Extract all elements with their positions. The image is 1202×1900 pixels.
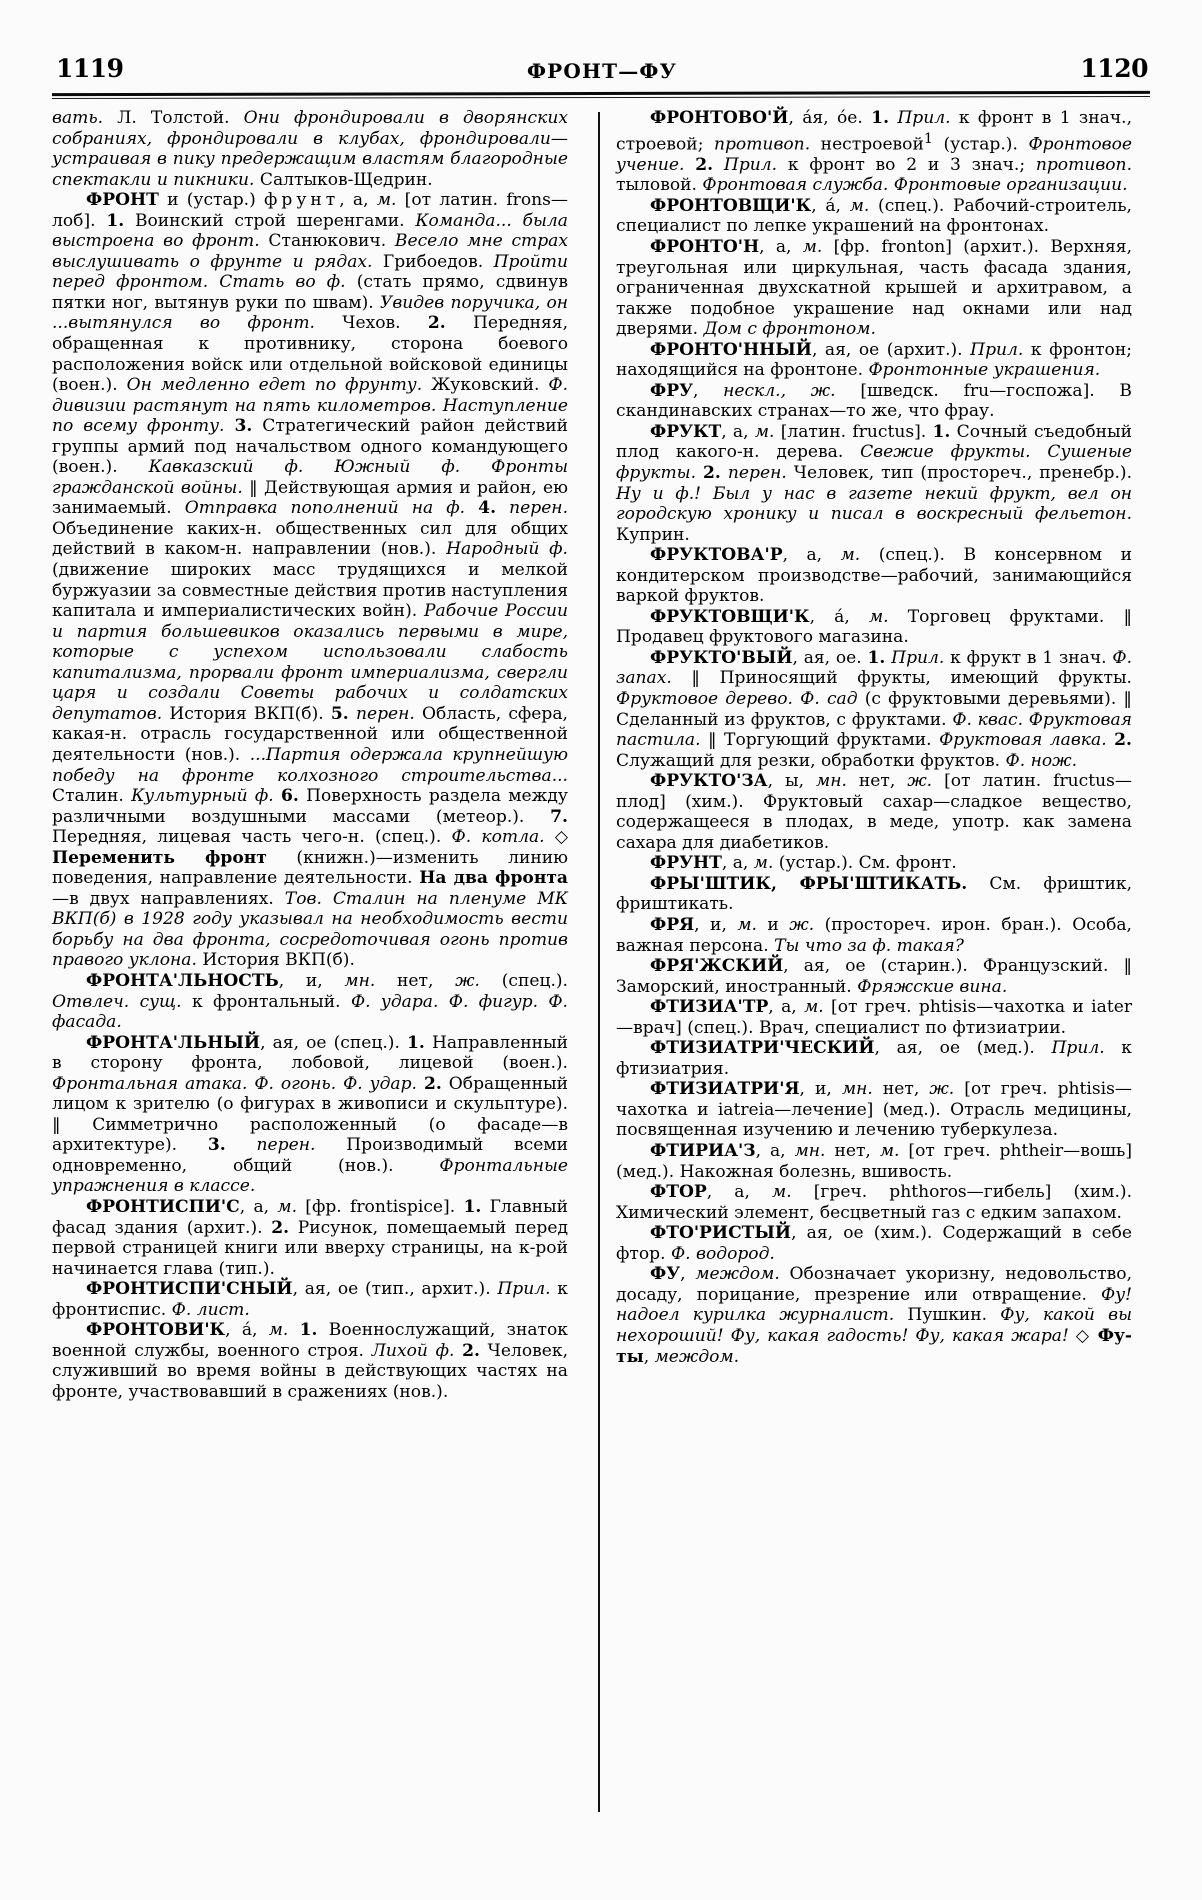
dictionary-entry: ФТИЗИАТРИ'ЧЕСКИЙ, ая, ое (мед.). Прил. к фтизиатрия. xyxy=(616,1038,1132,1079)
text-column-left xyxy=(52,108,582,1838)
dictionary-entry: ФРОНТА'ЛЬНОСТЬ, и, мн. нет, ж. (спец.). Отвлеч. сущ. к фронтальный. Ф. удара. Ф. фигур. Ф. фасада. xyxy=(52,970,568,1033)
dictionary-entry: ФТО'РИСТЫЙ, ая, ое (хим.). Содержащий в себе фтор. Ф. водород. xyxy=(616,1223,1132,1264)
entry-continuation: вать. Л. Толстой. Они фрондировали в дворянских собраниях, фрондировали в клубах, фрондировали—устраивая в пику предержащим властям благородные спектакли и пикники. Салтыков-Щедрин. xyxy=(52,108,568,190)
dictionary-entry: ФРОНТО'Н, а, м. [фр. fronton] (архит.). Верхняя, треугольная или циркульная, часть фасада здания, ограниченная двухскатной крышей и архитравом, а также подобное украшение над окнами или над дверями. Дом с фронтоном. xyxy=(616,236,1132,340)
dictionary-entry: ФРОНТА'ЛЬНЫЙ, ая, ое (спец.). 1. Направленный в сторону фронта, лобовой, лицевой (воен.). Фронтальная атака. Ф. огонь. Ф. удар. 2. Обращенный лицом к зрителю (о фигурах в живописи и скульптуре). ‖ Симметрично расположенный (о фасаде—в архитектуре). 3. перен. Производимый всеми одновременно, общий (нов.). Фронтальные упражнения в классе. xyxy=(52,1032,568,1197)
dictionary-entry: ФРОНТИСПИ'СНЫЙ, ая, ое (тип., архит.). Прил. к фронтиспис. Ф. лист. xyxy=(52,1279,568,1320)
dictionary-entry: ФУ, междом. Обозначает укоризну, недовольство, досаду, порицание, презрение или отвращение. Фу! надоел курилка журналист. Пушкин. Фу, какой вы нехороший! Фу, какая гадость! Фу, какая жара! ◇ Фу-ты, междом. xyxy=(616,1264,1133,1367)
column-divider xyxy=(598,112,600,1812)
dictionary-entry: ФРОНТОВО'Й, а́я, о́е. 1. Прил. к фронт в 1 знач., строевой; противоп. нестроевой$^1$ (устар.). Фронтовое учение. 2. Прил. к фронт во 2 и 3 знач.; противоп. тыловой. Фронтовая служба. Фронтовые организации. xyxy=(616,108,1133,196)
folio-right: 1120 xyxy=(1080,54,1148,83)
dictionary-entry: ФРЯ, и, м. и ж. (простореч. ирон. бран.). Особа, важная персона. Ты что за ф. такая? xyxy=(616,915,1132,956)
dictionary-entry: ФРОНТИСПИ'С, а, м. [фр. frontispice]. 1. Главный фасад здания (архит.). 2. Рисунок, помещаемый перед первой страницей книги или вверху страницы, на к-рой начинается глава (тип.). xyxy=(52,1196,568,1279)
page-content-area xyxy=(52,52,1150,1848)
dictionary-entry: ФРУ, нескл., ж. [шведск. fru—госпожа]. В скандинавских странах—то же, что фрау. xyxy=(616,380,1132,422)
dictionary-entry: ФРОНТ и (устар.) фрунт, а, м. [от латин. frons—лоб]. 1. Воинский строй шеренгами. Команда... была выстроена во фронт. Станюкович. Весело мне страх выслушивать о фрунте и рядах. Грибоедов. Пройти перед фронтом. Стать во ф. (стать прямо, сдвинув пятки ног, вытянув руки по швам). Увидев поручика, он ...вытянулся во фронт. Чехов. 2. Передняя, обращенная к противнику, сторона боевого расположения войск или отдельной войсковой единицы (воен.). Он медленно едет по фрунту. Жуковский. Ф. дивизии растянут на пять километров. Наступление по всему фронту. 3. Стратегический район действий группы армий под начальством одного командующего (воен.). Кавказский ф. Южный ф. Фронты гражданской войны. ‖ Действующая армия и район, ею занимаемый. Отправка пополнений на ф. 4. перен. Объединение каких-н. общественных сил для общих действий в каком-н. направлении (нов.). Народный ф. (движение широких масс трудящихся и мелкой буржуазии за совместные действия против наступления капитала и империалистических войн). Рабочие России и партия большевиков оказались первыми в мире, которые с успехом использовали слабость капитализма, прорвали фронт империализма, свергли царя и создали Советы рабочих и солдатских депутатов. История ВКП(б). 5. перен. Область, сфера, какая-н. отрасль государственной или общественной деятельности (нов.). ...Партия одержала крупнейшую победу на фронте колхозного строительства... Сталин. Культурный ф. 6. Поверхность раздела между различными воздушными массами (метеор.). 7. Передняя, лицевая часть чего-н. (спец.). Ф. котла. ◇ Переменить фронт (книжн.)—изменить линию поведения, направление деятельности. На два фронта—в двух направлениях. Тов. Сталин на пленуме МК ВКП(б) в 1928 году указывал на необходимость вести борьбу на два фронта, сосредоточивая огонь против правого уклона. История ВКП(б). xyxy=(52,190,569,971)
dictionary-entry: ФРЯ'ЖСКИЙ, ая, ое (старин.). Французский. ‖ Заморский, иностранный. Фряжские вина. xyxy=(616,956,1132,997)
header-rule xyxy=(52,92,1150,98)
dictionary-entry: ФРЫ'ШТИК, ФРЫ'ШТИКАТЬ. См. фриштик, фриштикать. xyxy=(616,873,1132,915)
running-head xyxy=(52,52,1150,98)
text-column-right xyxy=(616,108,1132,1838)
dictionary-entry: ФРОНТОВЩИ'К, а́, м. (спец.). Рабочий-строитель, специалист по лепке украшений на фронтонах. xyxy=(616,195,1132,237)
dictionary-entry: ФРУНТ, а, м. (устар.). См. фронт. xyxy=(650,853,957,874)
dictionary-entry: ФРУКТОВА'Р, а, м. (спец.). В консервном и кондитерском производстве—рабочий, занимающийся варкой фруктов. xyxy=(616,545,1132,607)
dictionary-entry: ФТИЗИАТРИ'Я, и, мн. нет, ж. [от греч. phtisis—чахотка и iatreia—лечение] (мед.). Отрасль медицины, посвященная изучению и лечению туберкулеза. xyxy=(616,1079,1132,1141)
dictionary-entry: ФРУКТ, а, м. [латин. fructus]. 1. Сочный съедобный плод какого-н. дерева. Свежие фрукты. Сушеные фрукты. 2. перен. Человек, тип (простореч., пренебр.). Ну и ф.! Был у нас в газете некий фрукт, вел он городскую хронику и писал в воскресный фельетон. Куприн. xyxy=(616,421,1133,545)
column-container xyxy=(52,108,1150,1838)
dictionary-entry: ФТИРИА'З, а, мн. нет, м. [от греч. phtheir—вошь] (мед.). Накожная болезнь, вшивость. xyxy=(616,1141,1132,1182)
folio-left: 1119 xyxy=(56,54,124,83)
dictionary-entry: ФТИЗИА'ТР, а, м. [от греч. phtisis—чахотка и iater—врач] (спец.). Врач, специалист по фтизиатрии. xyxy=(616,997,1132,1038)
dictionary-entry: ФТОР, а, м. [греч. phthoros—гибель] (хим.). Химический элемент, бесцветный газ с едким запахом. xyxy=(616,1182,1132,1223)
dictionary-entry: ФРОНТОВИ'К, а́, м. 1. Военнослужащий, знаток военной службы, военного строя. Лихой ф. 2. Человек, служивший во время войны в действующих частях на фронте, участвовавший в сражениях (нов.). xyxy=(52,1320,568,1402)
dictionary-entry: ФРУКТО'ЗА, ы, мн. нет, ж. [от латин. fructus—плод] (хим.). Фруктовый сахар—сладкое вещество, содержащееся в плодах, в меде, употр. как замена сахара для диабетиков. xyxy=(616,771,1132,853)
dictionary-entry: ФРУКТОВЩИ'К, а́, м. Торговец фруктами. ‖ Продавец фруктового магазина. xyxy=(616,606,1132,648)
dictionary-entry: ФРУКТО'ВЫЙ, ая, ое. 1. Прил. к фрукт в 1 знач. Ф. запах. ‖ Приносящий фрукты, имеющий фрукты. Фруктовое дерево. Ф. сад (с фруктовыми деревьями). ‖ Сделанный из фруктов, с фруктами. Ф. квас. Фруктовая пастила. ‖ Торгующий фруктами. Фруктовая лавка. 2. Служащий для резки, обработки фруктов. Ф. нож. xyxy=(616,647,1133,771)
running-head-title: ФРОНТ—ФУ xyxy=(526,59,678,83)
dictionary-entry: ФРОНТО'ННЫЙ, ая, ое (архит.). Прил. к фронтон; находящийся на фронтоне. Фронтонные украшения. xyxy=(616,339,1132,381)
